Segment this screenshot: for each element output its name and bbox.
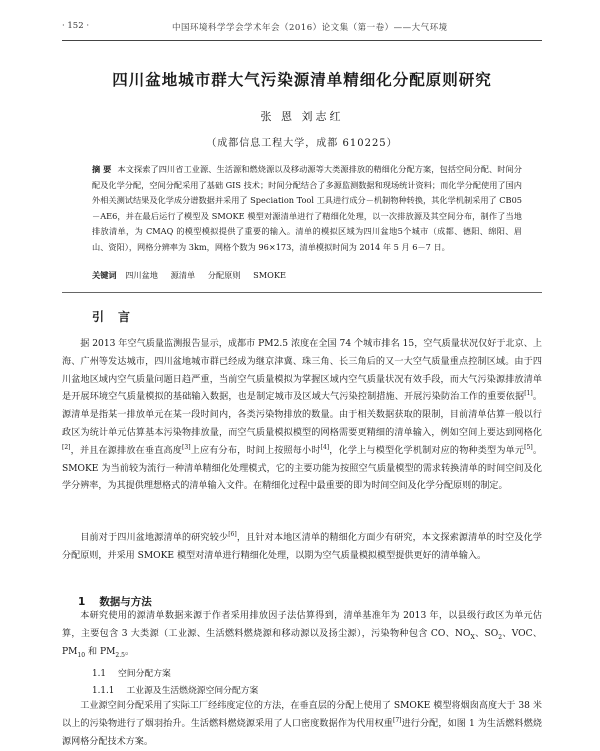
section-title: 数据与方法: [99, 596, 152, 608]
subscript: 2: [498, 633, 503, 641]
section-number: 1.1: [92, 669, 106, 679]
section-number: 1: [78, 596, 86, 608]
citation: [6]: [228, 530, 237, 538]
text-run: 本研究使用的源清单数据来源于作者采用排放因子法估算得到，清单基准年为 2013 年，以县级行政区为单元估算，主要包含 3 大类源（工业源、生活燃料燃烧源和移动源以及扬尘源），污染物种包含 CO、NO: [62, 611, 542, 639]
citation: [2]: [62, 443, 71, 451]
text-run: 、VOC、PM: [62, 628, 543, 657]
text-run: 进行分配，如图 1 为生活燃料燃烧源网格分配技术方案。: [62, 718, 542, 747]
citation: [3]: [182, 443, 191, 451]
section-1-1-heading: [92, 666, 171, 679]
section-rule: [62, 292, 542, 293]
keyword: SMOKE: [253, 270, 286, 280]
keyword: 源清单: [170, 270, 196, 280]
text-run: 。源清单是指某一排放单元在某一段时间内，各类污染物排放的数量。由于相关数据获取的限制，目前清单估算一般以行政区为统计单元估算基本污染物排放量，而空气质量模拟模型的网格需要更精细的清单输入，例如空间上要达到网格化: [62, 392, 542, 438]
text-run: ，并且在源排放在垂直高度: [70, 445, 183, 456]
citation: [5]: [524, 443, 533, 451]
paper-title: 四川盆地城市群大气污染源清单精细化分配原则研究: [112, 71, 492, 89]
section-1-1-1-heading: [92, 683, 258, 696]
citation: [1]: [524, 390, 533, 398]
abstract-text: 本文探索了四川省工业源、生活源和燃烧源以及移动源等大类源排放的精细化分配方案，包括空间分配、时间分配及化学分配，空间分配采用了基础 GIS 技术；时间分配结合了多源监测数据和现场统计资料；而化学分配使用了国内外相关测试结果及化学成分谱数据并采用了 Speciation Tool 工具进行成分－机制物种转换，其化学机制采用了 CB05－AE6，并在最后运行了模型及 SMOKE 模型对源清单进行了精细化处理，以一次排放源及其空间分布，制作了当地排放清单，为 CMAQ 的模型模拟提供了重要的输入。清单的模拟区域为四川盆地5个城市（成都、德阳、绵阳、眉山、资阳），网格分辨率为 3km，网格个数为 96×173，清单模拟时间为 2014 年 5 月 6－7 日。: [92, 164, 522, 252]
header-rule: [62, 40, 542, 41]
keyword: 分配原则: [207, 270, 241, 280]
page-number: · 152 ·: [62, 21, 90, 31]
section-number: 1.1.1: [92, 686, 115, 696]
keywords-label: 关键词: [92, 270, 117, 280]
text-run: 据 2013 年空气质量监测报告显示，成都市 PM2.5 浓度在全国 74 个城市排名 15，空气质量状况仅好于北京、上海、广州等发达城市，四川盆地城市群已经成为继京津冀、珠三角、长三角后的又一大空气质量重点控制区域。由于四川盆地区域内空气质量问题日趋严重，当前空气质量模拟为掌握区域内空气质量状况有效手段，而大气污染源排放清单是开展环境空气质量模拟的基础输入数据，也是制定城市及区域大气污染控制措施、开展污染防治工作的重要依据: [62, 339, 542, 403]
keywords: [92, 270, 522, 281]
citation: [7]: [393, 716, 402, 724]
spatial-paragraph: [62, 698, 542, 751]
text-run: 。SMOKE 为当前较为流行一种清单精细化处理模式，它的主要功能为按照空气质量模型的需求转换清单的时间空间及化学分辨率，为其提供理想格式的清单输入文件。在精细化过程中最重要的即为时间空间及化学分配原则的制定。: [62, 445, 542, 492]
authors: 张 恩 刘志红: [260, 110, 344, 123]
keyword: 四川盆地: [125, 270, 158, 280]
text-run: 和 PM: [85, 646, 116, 657]
text-run: 上应有分布，时间上按照每小时: [190, 445, 321, 456]
citation: [4]: [320, 443, 330, 451]
text-run: ，且针对本地区清单的精细化方面少有研究，本文探索源清单的时空及化学分配原则，并采用 SMOKE 模型对清单进行精细化处理，以期为空气质量模拟模型提供更好的清单输入。: [62, 533, 542, 561]
running-header: [62, 19, 542, 35]
intro-paragraph-2: [62, 530, 542, 566]
subscript: X: [470, 633, 475, 641]
subscript: 10: [77, 651, 86, 659]
text-run: 、SO: [474, 628, 499, 639]
text-run: 工业源空间分配采用了实际工厂经纬度定位的方法，在垂直层的分配上使用了 SMOKE 模型将烟囱高度大于 38 米以上的污染物进行了烟羽抬升。生活燃料燃烧源采用了人口密度数据作为代用权重: [62, 701, 542, 729]
section-1-heading: [78, 594, 152, 609]
subscript: 2.5: [115, 651, 125, 659]
section-title: 工业源及生活燃烧源空间分配方案: [126, 686, 259, 696]
section-title: 空间分配方案: [118, 669, 171, 679]
affiliation: （成都信息工程大学，成都 610225）: [206, 138, 398, 149]
text-run: 。: [124, 646, 135, 657]
abstract: [92, 162, 522, 256]
journal-title: 中国环境科学学会学术年会（2016）论文集（第一卷）——大气环境: [172, 23, 448, 33]
text-run: ，化学上与模型化学机制对应的物种类型为单元: [329, 445, 525, 456]
abstract-label: 摘 要: [92, 164, 112, 174]
intro-heading: 引言: [92, 310, 145, 324]
intro-paragraph-1: [62, 336, 542, 496]
methods-paragraph: [62, 608, 542, 661]
text-run: 目前对于四川盆地源清单的研究较少: [80, 533, 229, 543]
